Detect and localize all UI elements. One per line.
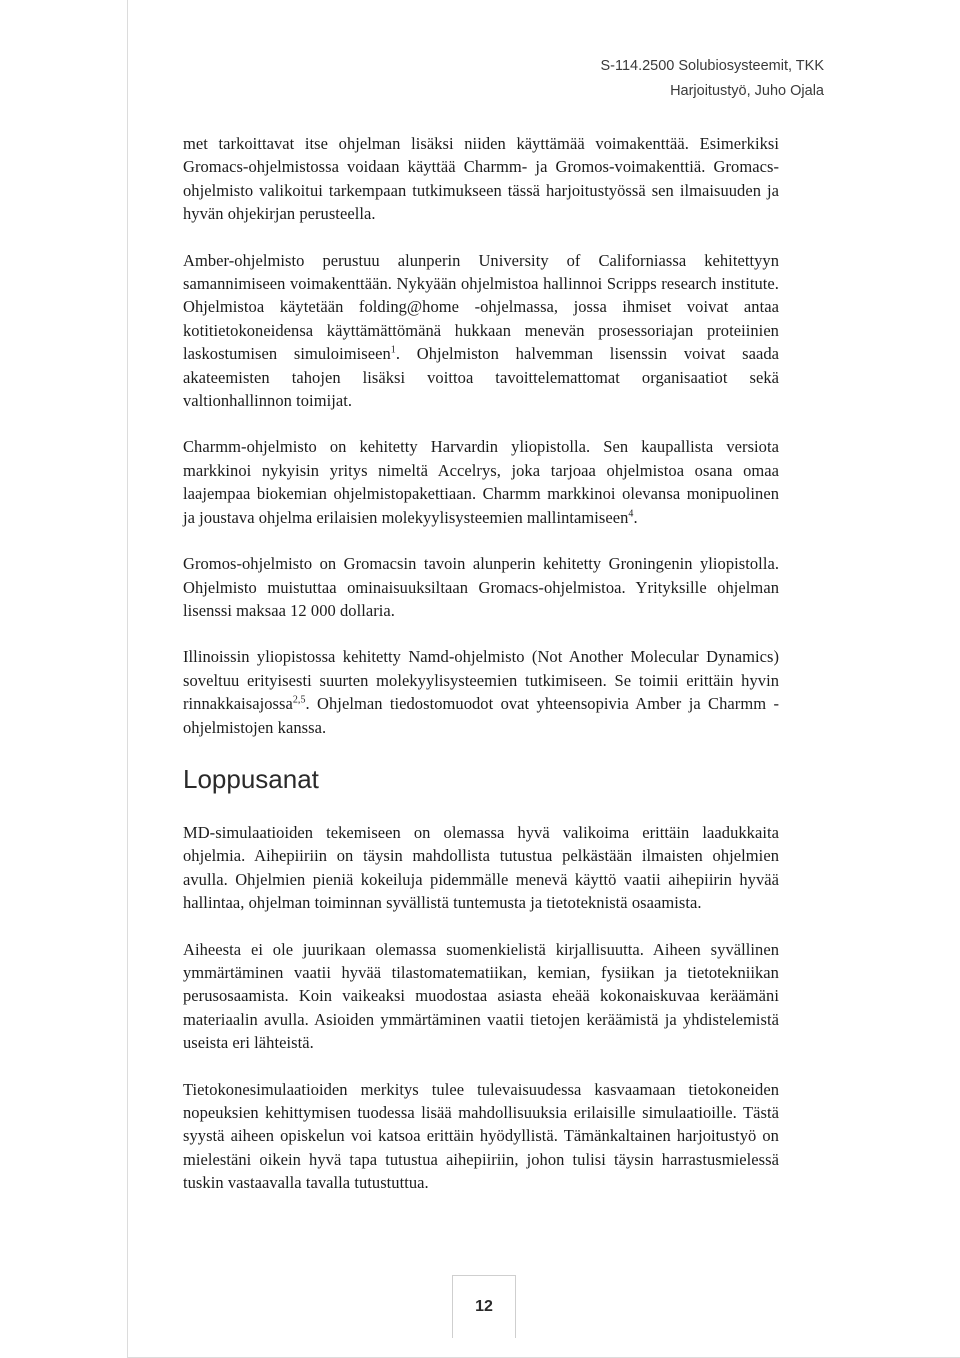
paragraph-forcefields: met tarkoittavat itse ohjelman lisäksi niiden käyttämää voimakenttää. Esimerkiksi Gromacs-ohjelmistossa voidaan käyttää Charmm- ja Gromos-voimakenttiä. Gromacs-ohjelmisto valikoitui tarkempaan tutkimukseen tässä harjoitustyössä sen ilmaisuuden ja hyvän ohjekirjan perusteella. <box>183 134 779 224</box>
paragraph-namd-text-end: . Ohjelman tiedostomuodot ovat yhteensopivia Amber ja Charmm -ohjelmistojen kanssa. <box>183 694 779 737</box>
header-author: Harjoitustyö, Juho Ojala <box>670 83 824 99</box>
paragraph-namd-text: Illinoissin yliopistossa kehitetty Namd-ohjelmisto (Not Another Molecular Dynamics) soveltuu erityisesti suurten molekyylisysteemien tutkimiseen. Se toimii erittäin hyvin rinnakkaisajossa <box>183 647 779 714</box>
paragraph-conclusion-1: MD-simulaatioiden tekemiseen on olemassa hyvä valikoima erittäin laadukkaita ohjelmia. Aihepiiriin on täysin mahdollista tutustua pelkästään ilmaisten ohjelmien avulla. Ohjelmien pieniä kokeiluja pidemmälle menevä käyttö vaatii aihepiirin hyvää hallintaa, ohjelman toiminnan syvällistä tuntemusta ja tietoteknistä osaamista. <box>183 822 779 913</box>
paragraph-amber-text: Amber-ohjelmisto perustuu alunperin University of Californiassa kehitettyyn samannimiseen voimakenttään. Nykyään ohjelmistoa hallinnoi Scripps research institute. Ohjelmistoa käytetään folding@home -ohjelmassa, jossa ihmiset voivat antaa kotitietokoneidensa käyttämättömänä hukkaan menevän prosessoriajan proteiinien laskostumisen simuloimiseen <box>183 250 779 364</box>
page-number-text: 12 <box>475 1298 493 1315</box>
paragraph-gromos: Gromos-ohjelmisto on Gromacsin tavoin alunperin kehitetty Groningenin yliopistolla. Ohjelmisto muistuttaa ominaisuuksiltaan Gromacs-ohjelmistoa. Yrityksille ohjelman lisenssi maksaa 12 000 dollaria. <box>183 554 779 620</box>
page-body <box>183 132 779 1218</box>
paragraph-conclusion-2: Aiheesta ei ole juurikaan olemassa suomenkielistä kirjallisuutta. Aiheen syvällinen ymmärtäminen vaatii hyvää tilastomatematiikan, kemian, fysiikan ja tietotekniikan perusosaamista. Koin vaikeaksi muodostaa asiasta eheää kokonaiskuvaa keräämäni materiaalin avulla. Asioiden ymmärtäminen vaatii tietojen keräämistä ja yhdistelemistä useista eri lähteistä. <box>183 939 779 1053</box>
paragraph-amber <box>183 249 779 413</box>
paragraph-charmm <box>183 435 779 529</box>
left-margin-rule <box>127 0 128 1358</box>
citation-superscript: 1 <box>390 344 396 356</box>
paragraph-charmm-text: Charmm-ohjelmisto on kehitetty Harvardin yliopistolla. Sen kaupallista versiota markkinoi nykyisin yritys nimeltä Accelrys, joka tarjoaa ohjelmistoa osana omaa laajempaa biokemian ohjelmistopakettiaan. Charmm markkinoi olevansa monipuolinen ja joustava ohjelma erilaisien molekyylisysteemien mallintamiseen <box>183 437 779 527</box>
page-header <box>600 54 824 104</box>
paragraph-charmm-text-end: . <box>633 507 638 527</box>
paragraph-namd <box>183 645 779 739</box>
paragraph-conclusion-3: Tietokonesimulaatioiden merkitys tulee tulevaisuudessa kasvaamaan tietokoneiden nopeuksien kehittymisen tuodessa lisää mahdollisuuksia erilaisille simulaatioille. Tästä syystä aiheen opiskelun voi katsoa erittäin hyödyllistä. Tämänkaltainen harjoitustyö on mielestäni oikein hyvä tapa tutustua aihepiiriin, johon tulisi täysin harrastusmielessä tuskin vastaavalla tavalla tutustuttua. <box>183 1079 779 1193</box>
page-number <box>452 1275 516 1338</box>
citation-superscript: 2,5 <box>292 694 306 706</box>
paragraph-amber-text-end: . Ohjelmiston halvemman lisenssin voivat saada akateemisten tahojen lisäksi voittoa tavoittelemattomat organisaatiot sekä valtionhallinnon toimijat. <box>183 344 780 411</box>
citation-superscript: 4 <box>628 508 634 520</box>
section-heading: Loppusanat <box>183 763 319 794</box>
header-course: S-114.2500 Solubiosysteemit, TKK <box>600 58 824 74</box>
